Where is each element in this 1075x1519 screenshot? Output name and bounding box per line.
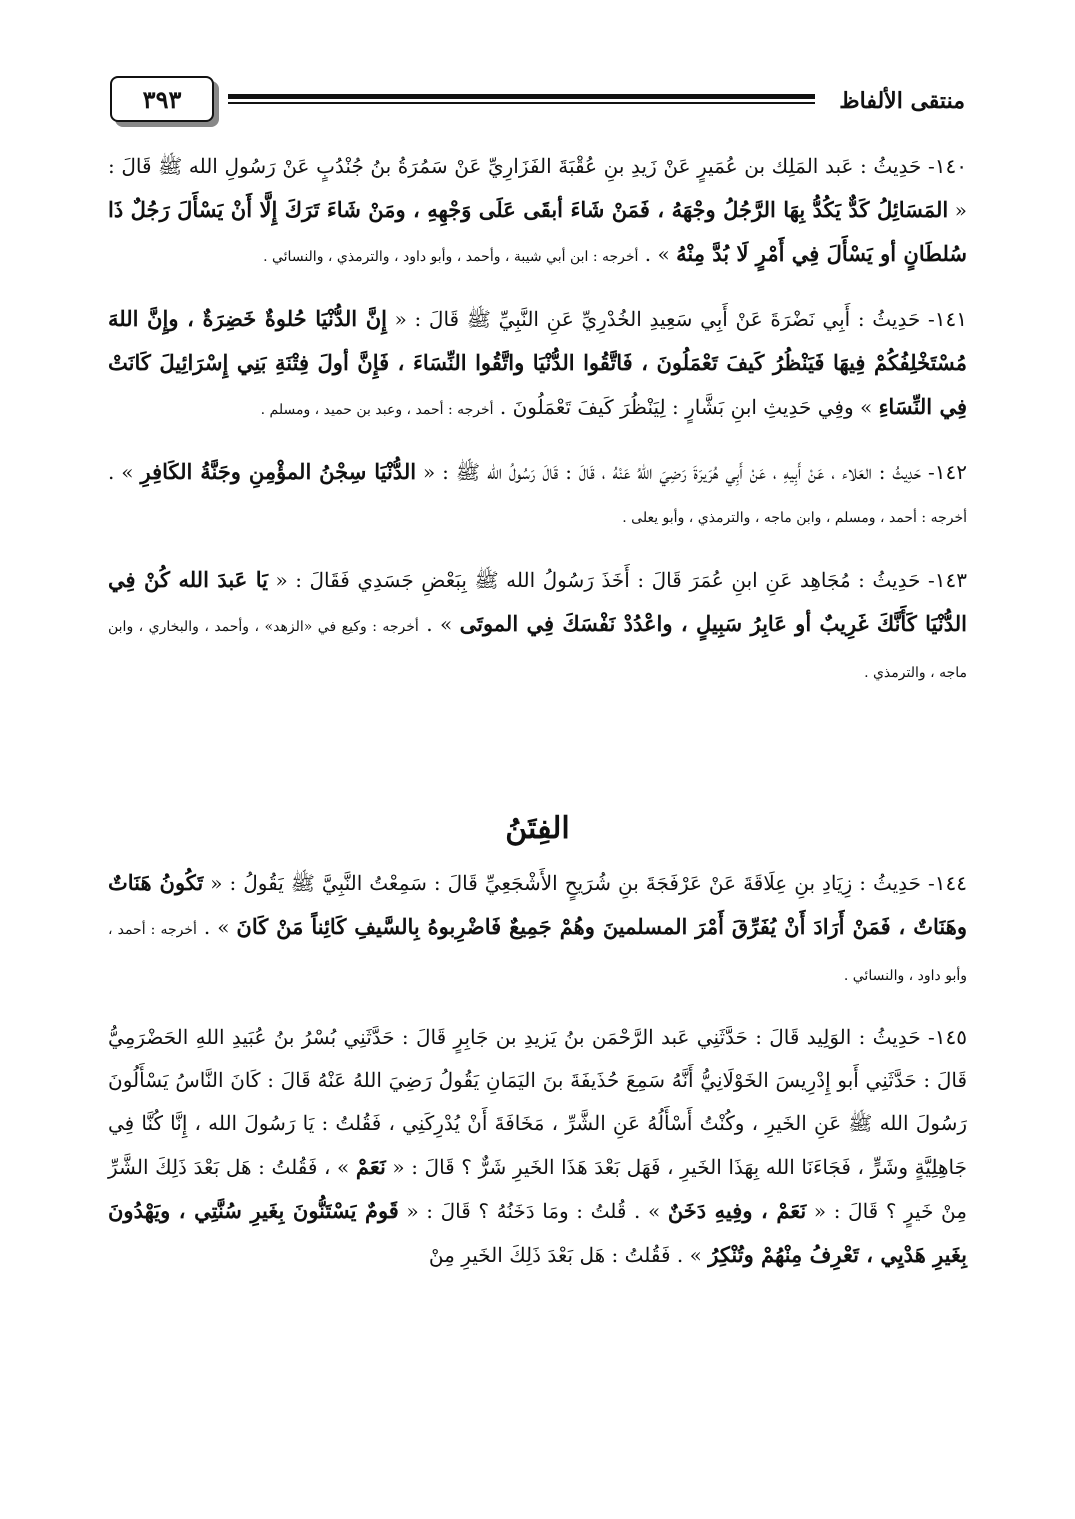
hadith-144 — [108, 861, 967, 998]
hadith-text: إِنَّ الدُّنْيَا حُلوةٌ خَضِرَةٌ ، وإِنَّ اللهَ مُسْتَخْلِفُكُمْ فِيهَا فَيَنْظُرُ كَيفَ تَعْمَلُونَ ، فَاتَّقُوا الدُّنْيَا واتَّقُوا النِّسَاءَ ، فَإِنَّ أولَ فِتْنَةِ بَنِي إِسْرَائِيلَ كَانَتْ فِي النِّسَاءِ — [108, 306, 967, 419]
hadith-number: ١٤٥ — [934, 1025, 967, 1049]
page-content — [108, 145, 967, 1295]
header-rule — [228, 94, 815, 104]
hadith-close: » . — [108, 460, 134, 484]
page-number: ٣٩٣ — [142, 84, 182, 114]
hadith-close: » . — [426, 612, 453, 636]
hadith-text: نَعَمْ ، وفِيهِ دَخَنٌ — [667, 1198, 807, 1223]
hadith-number: ١٤٠ — [934, 154, 967, 178]
hadith-intro: - حَدِيثُ : أَبِي نَضْرَةَ عَنْ أَبِي سَعِيدِ الخُدْرِيِّ عَنِ النَّبِيِّ ﷺ قَالَ : « — [394, 307, 935, 331]
hadith-mid: » . قُلتُ : ومَا دَخَنُهُ ؟ قَالَ : « — [406, 1199, 661, 1223]
hadith-mid: » ، فَقُلتُ : هَل بَعْدَ ذَلِكَ الشَّرِّ مِنْ خَيرٍ ؟ قَالَ : « — [108, 1155, 967, 1223]
hadith-source: أخرجه : أحمد ، وعبد بن حميد ، ومسلم . — [260, 402, 494, 418]
hadith-text: نَعَمْ — [355, 1154, 386, 1179]
hadith-intro: - حَدِيثُ : مُجَاهِد عَنِ ابنِ عُمَرَ قَالَ : أَخَذَ رَسُولُ الله ﷺ بِبَعْضِ جَسَدِي فَقَالَ : « — [275, 568, 935, 592]
hadith-text: قَومٌ يَسْتَنُّونَ بِغَيرِ سُنَّتِي ، ويَهْدُونَ بِغَيرِ هَدْيِي ، تَعْرِفُ مِنْهُمْ وتُنْكِرُ — [108, 1198, 967, 1267]
hadith-text: المَسَائِلُ كَدٌّ يَكُدُّ بِهَا الرَّجُلُ وجْهَهُ ، فَمَنْ شَاءَ أبقَى عَلَى وَجْهِهِ ، ومَنْ شَاءَ تَرَكَ إِلَّا أَنْ يَسْأَلَ رَجُلٌ ذَا سُلطَانٍ أو يَسْأَلَ فِي أَمْرٍ لَا بُدَّ مِنْهُ — [108, 197, 967, 266]
hadith-close: » . — [644, 242, 670, 266]
hadith-number: ١٤٤ — [934, 871, 967, 895]
hadith-intro: - حَدِيثُ : زِيَادِ بنِ عِلَاقَةَ عَنْ عَرْفَجَةَ بنِ شُرَيحٍ الأَشْجَعِيِّ قَالَ : سَمِعْتُ النَّبِيَّ ﷺ يَقُولُ : « — [210, 871, 935, 895]
hadith-source: أخرجه : أحمد ، وأبو داود ، والنسائي . — [108, 922, 967, 984]
hadith-142 — [108, 450, 967, 540]
page-header — [110, 68, 965, 130]
hadith-source: أخرجه : أحمد ، ومسلم ، وابن ماجه ، والترمذي ، وأبو يعلى . — [622, 510, 967, 526]
hadith-number: ١٤٣ — [934, 568, 967, 592]
section-spacer — [108, 713, 967, 805]
page-number-box — [110, 76, 214, 122]
hadith-intro: - حَدِيثُ : الوَلِيد قَالَ : حَدَّثَنِي عَبد الرَّحْمَن بنُ يَزيدِ بن جَابِرٍ قَالَ : حَدَّثَنِي بُسْرُ بنُ عُبَيدِ اللهِ الحَضْرَمِيُّ قَالَ : حَدَّثَنِي أَبو إِدْرِيسَ الخَوْلَانِيُّ أَنَّهُ سَمِعَ حُذَيفَةَ بنَ اليَمَانِ يَقُولُ رَضِيَ اللهُ عَنْهُ قَالَ : كَانَ النَّاسُ يَسْأَلُونَ رَسُولَ الله ﷺ عَنِ الخَيرِ ، وكُنْتُ أَسْأَلُهُ عَنِ الشَّرِّ ، مَخَافَةَ أَنْ يُدْرِكَنِي ، فَقُلتُ : يَا رَسُولَ الله ، إِنَّا كُنَّا فِي جَاهِلِيَّةٍ وشَرٍّ ، فَجَاءَنَا الله بِهَذَا الخَيرِ ، فَهَل بَعْدَ هَذَا الخَيرِ شَرٌّ ؟ قَالَ : « — [108, 1025, 968, 1179]
hadith-source: أخرجه : وكيع في «الزهد» ، وأحمد ، والبخاري ، وابن ماجه ، والترمذي . — [108, 619, 967, 681]
section-title: الفِتَنُ — [505, 811, 570, 846]
hadith-number: ١٤١ — [934, 307, 967, 331]
book-title: منتقى الألفاظ — [839, 88, 965, 114]
hadith-140 — [108, 145, 967, 279]
hadith-intro: - حَدِيثُ : عَبد المَلِك بن عُمَيرٍ عَنْ زَيدِ بنِ عُقْبَةَ الفَزَارِيِّ عَنْ سَمُرَةُ بنُ جُنْدُبٍ عَنْ رَسُولِ الله ﷺ قَالَ : « — [108, 154, 968, 222]
hadith-text: الدُّنْيَا سِجْنُ المؤْمِنِ وجَنَّةُ الكَافِرِ — [140, 459, 417, 484]
hadith-141 — [108, 297, 967, 432]
hadith-text: يَا عَبدَ الله كُنْ فِي الدُّنْيَا كَأَنَّكَ غَرِيبٌ أو عَابِرُ سَبِيلٍ ، واعْدُدْ نَفْسَكَ فِي الموتَى — [108, 567, 967, 636]
hadith-145 — [108, 1016, 967, 1277]
hadith-close: » . — [203, 915, 230, 939]
hadith-mid: » . فَقُلتُ : هَل بَعْدَ ذَلِكَ الخَيرِ مِنْ — [428, 1243, 702, 1267]
hadith-intro: - حَدِيثُ : العَلاء ، عَنْ أَبِيهِ ، عَنْ أَبِي هُرَيرَةَ رَضِيَ اللهُ عَنْهُ ، قَالَ : قَالَ رَسُولُ الله ﷺ : « — [423, 460, 935, 484]
hadith-source: أخرجه : ابن أبي شيبة ، وأحمد ، وأبو داود ، والترمذي ، والنسائي . — [263, 249, 639, 265]
hadith-text: تَكُونُ هَنَاتٌ وهَنَاتٌ ، فَمَنْ أَرَادَ أَنْ يُفَرِّقَ أَمْرَ المسلمينَ وهُمْ جَمِيعٌ فَاضْرِبوهُ بِالسَّيفِ كَائِناً مَنْ كَانَ — [108, 870, 967, 939]
hadith-number: ١٤٢ — [934, 460, 968, 484]
hadith-close: » وفِي حَدِيثِ ابنِ بَشَّارٍ : لِيَنْظُرَ كَيفَ تَعْمَلُونَ . — [499, 395, 873, 419]
hadith-143 — [108, 558, 967, 695]
